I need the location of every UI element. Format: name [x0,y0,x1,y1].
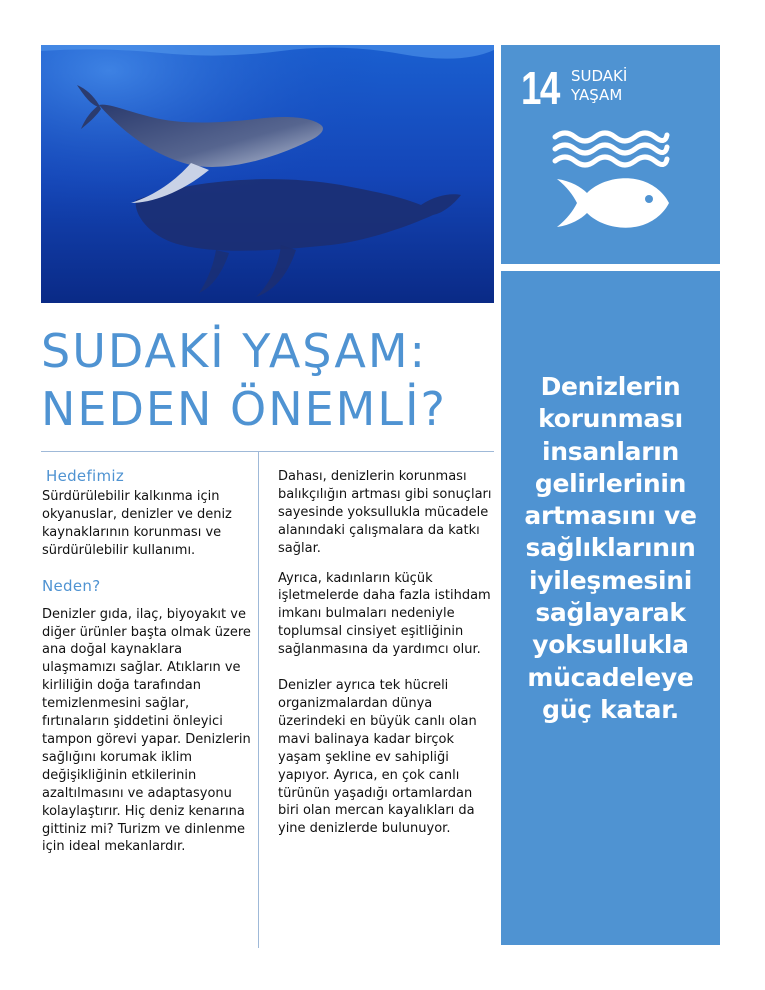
sdg14-badge [501,45,720,264]
page-title-line1: SUDAKİ YAŞAM: [41,324,428,378]
whale-image [41,45,494,303]
middle-para-3: Denizler ayrıca tek hücreli organizmalardan dünya üzerindeki en büyük canlı olan mavi balinaya kadar birçok yaşam şekline ev sahipliği yapıyor. Ayrıca, en çok canlı türünün yaşadığı ortamlardan biri olan mercan kayalıkları da yine denizlerde bulunuyor. [278,678,477,837]
quote-line: korunması [538,404,683,434]
middle-para-1: Dahası, denizlerin korunması balıkçılığın artması gibi sonuçları sayesinde yoksullukla mücadele alanındaki çalışmalara da katkı sağlar. [278,469,492,556]
goal-heading: Hedefimiz [46,467,125,485]
goal-text: Sürdürülebilir kalkınma için okyanuslar, denizler ve deniz kaynaklarının korunması ve sürdürülebilir kullanımı. [42,489,232,558]
waves-fish-icon [551,127,671,232]
left-column [42,466,254,856]
quote-line: sağlayarak [535,598,686,628]
quote-line: gelirlerinin [534,468,687,498]
quote-line: iyileşmesini [528,565,693,595]
quote-line: yoksullukla [532,630,689,660]
quote-line: Denizlerin [540,372,681,401]
sdg-label-line2: YAŞAM [571,86,623,104]
pull-quote [501,371,720,726]
quote-panel [501,271,720,945]
middle-para-2: Ayrıca, kadınların küçük işletmelerde daha fazla istihdam imkanı bulmaları nedeniyle toplumsal cinsiyet eşitliğinin sağlanmasına da yardımcı olur. [278,570,491,658]
page-title [41,322,501,438]
page-title-line2: NEDEN ÖNEMLİ? [41,382,447,436]
quote-line: artmasını ve [524,501,697,531]
quote-line: insanların [541,436,680,466]
horizontal-divider [41,451,494,452]
sdg-number: 14 [521,62,559,114]
quote-line: güç katar. [542,694,679,724]
why-heading: Neden? [42,576,101,595]
sdg-label [571,67,627,105]
middle-column [278,468,492,838]
why-text: Denizler gıda, ilaç, biyoyakıt ve diğer ürünler başta olmak üzere ana doğal kaynaklara ulaşmamızı sağlar. Atıkların ve kirliliğin doğa tarafından temizlenmesini sağlar, fırtınaların şiddetini önleyici tampon görevi yapar. Denizlerin sağlığını korumak iklim değişikliğinin etkilerinin azaltılmasını ve adaptasyonu kolaylaştırır. Hiç deniz kenarına gittiniz mi? Turizm ve dinlenme için ideal mekanlardır. [42,606,251,855]
fish-icon [557,178,669,227]
quote-line: mücadeleye [527,662,694,692]
quote-line: sağlıklarının [525,533,696,563]
sdg-label-line1: SUDAKİ [571,67,628,85]
column-divider [258,452,259,948]
whale-photo [41,45,494,303]
